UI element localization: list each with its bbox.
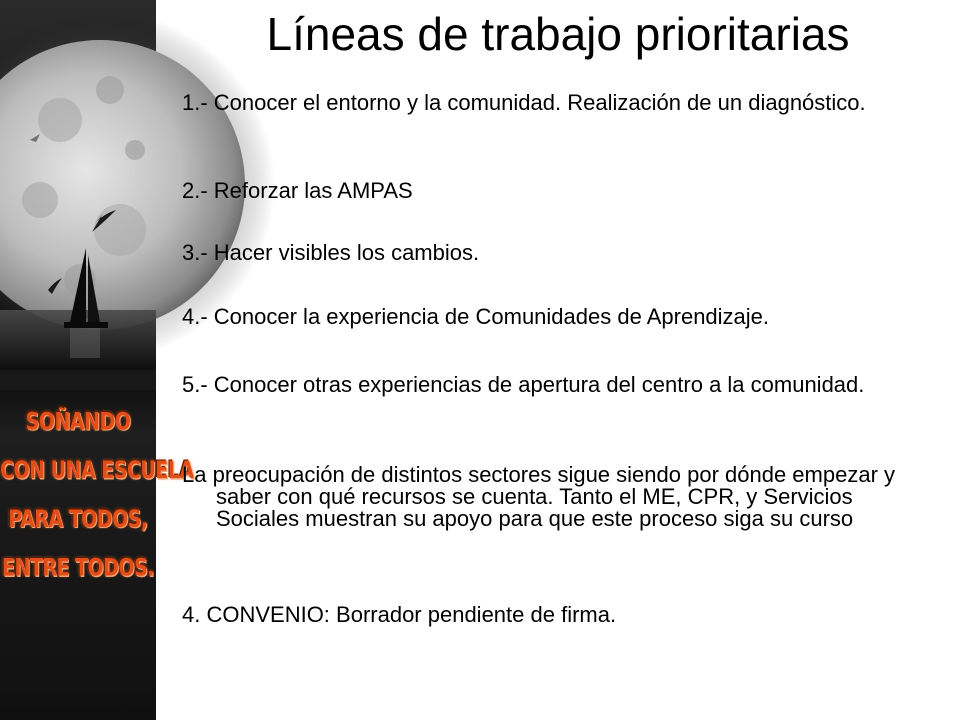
motto-line: CON UNA ESCUELA (0, 456, 194, 485)
motto-line: PARA TODOS, (8, 505, 148, 533)
motto (0, 398, 194, 593)
list-item: La preocupación de distintos sectores sigue siendo por dónde empezar y saber con qué recursos se cuenta. Tanto el ME, CPR, y Servicios Sociales muestran su apoyo para que este proceso siga su curso (182, 462, 896, 531)
list-item: 4. CONVENIO: Borrador pendiente de firma. (182, 602, 617, 627)
motto-line: SOÑANDO (25, 408, 131, 436)
list-item: 3.- Hacer visibles los cambios. (182, 240, 480, 265)
list-item: 1.- Conocer el entorno y la comunidad. Realización de un diagnóstico. (182, 90, 866, 115)
list-item: 2.- Reforzar las AMPAS (182, 178, 413, 203)
moon-sailboat-image (0, 0, 194, 720)
list-item: 5.- Conocer otras experiencias de apertura del centro a la comunidad. (182, 372, 865, 397)
motto-line: ENTRE TODOS. (1, 554, 154, 582)
slide-title: Líneas de trabajo prioritarias (266, 8, 850, 60)
side-panel (0, 0, 194, 720)
list-item: 4.- Conocer la experiencia de Comunidades de Aprendizaje. (182, 304, 770, 329)
